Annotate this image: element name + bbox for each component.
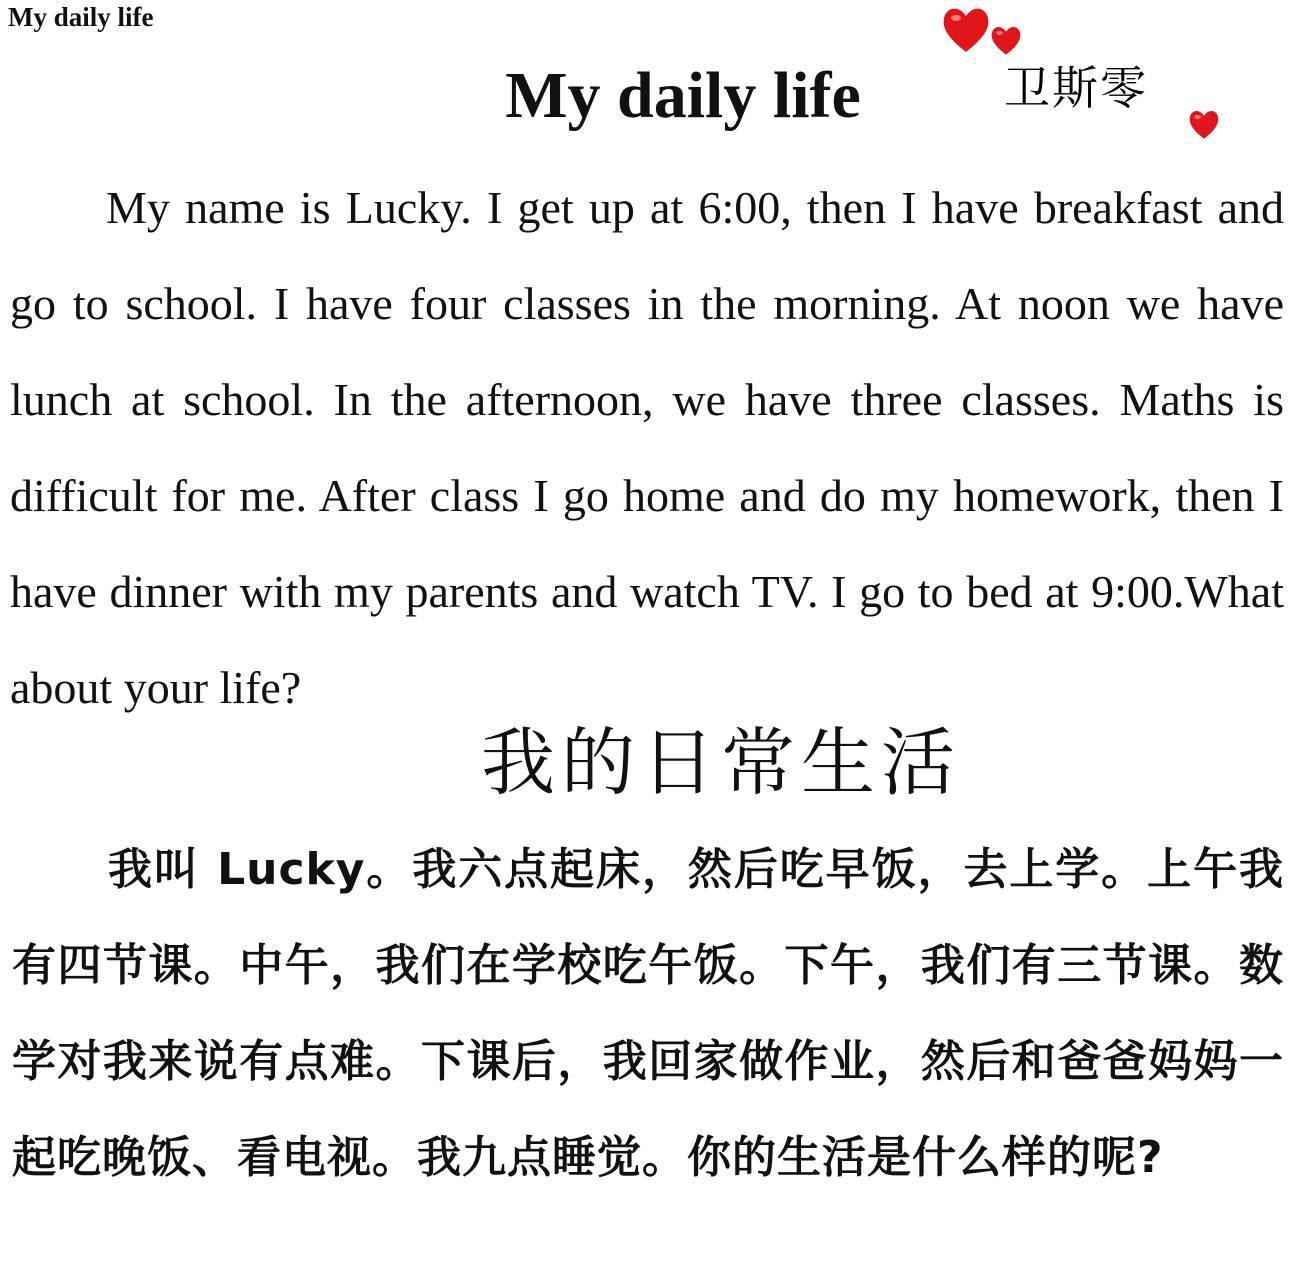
english-paragraph: My name is Lucky. I get up at 6:00, then I have breakfast and go to school. I have four classes in the morning. At noon we have lunch at school. In the afternoon, we have three classes. Maths is difficult for me. After class I go home and do my homework, then I have dinner with my parents and watch TV. I go to bed at 9:00.What about your life? <box>10 182 1284 713</box>
heart-icon <box>940 4 992 54</box>
chinese-paragraph: 我叫 Lucky。我六点起床，然后吃早饭，去上学。上午我有四节课。中午，我们在学校吃午饭。下午，我们有三节课。数学对我来说有点难。下课后，我回家做作业，然后和爸爸妈妈一起吃晚饭、看电视。我九点睡觉。你的生活是什么样的呢? <box>12 844 1284 1183</box>
chinese-title: 我的日常生活 <box>481 720 961 806</box>
corner-label: My daily life <box>8 2 154 32</box>
heart-icon <box>988 24 1024 56</box>
author-signature: 卫斯零 <box>1004 61 1148 115</box>
page-title: My daily life <box>505 59 861 132</box>
heart-icon <box>1186 108 1222 140</box>
